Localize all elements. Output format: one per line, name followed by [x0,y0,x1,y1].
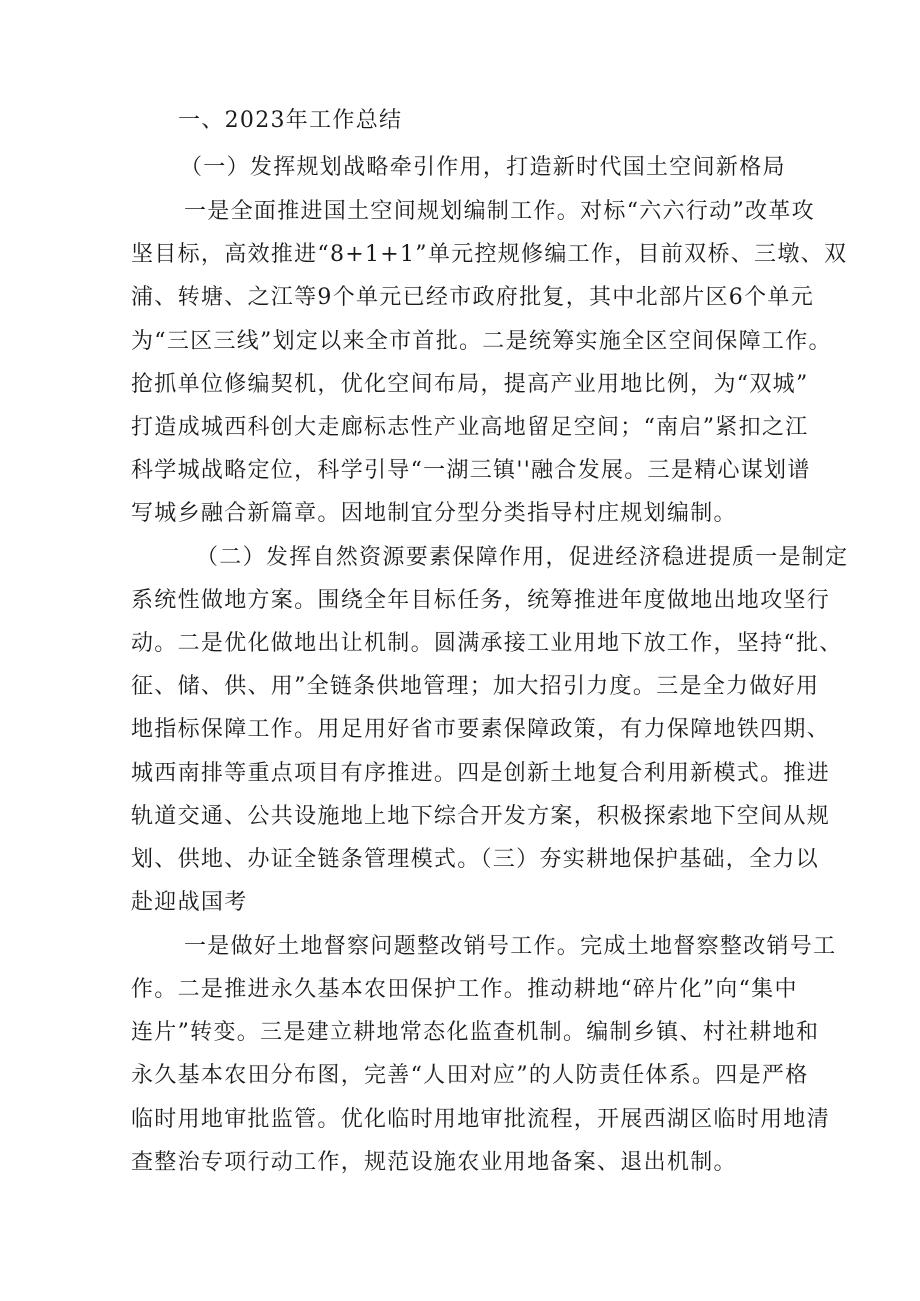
paragraph-line: 临时用地审批监管。优化临时用地审批流程，开展西湖区临时用地清 [131,1107,831,1132]
paragraph-line: 连片”转变。三是建立耕地常态化监查机制。编制乡镇、村社耕地和 [131,1020,820,1045]
paragraph-line: 轨道交通、公共设施地上地下综合开发方案，积极探索地下空间从规 [131,804,831,829]
paragraph-line: （二）发挥自然资源要素保障作用，促进经济稳进提质一是制定 [196,545,849,570]
document-heading: 一、2023年工作总结 [178,108,403,133]
paragraph-line: 城西南排等重点项目有序推进。四是创新土地复合利用新模式。推进 [131,761,831,786]
paragraph-line: 坚目标，高效推进“8+1+1”单元控规修编工作，目前双桥、三墩、双 [131,242,848,267]
paragraph-line: 地指标保障工作。用足用好省市要素保障政策，有力保障地铁四期、 [131,717,831,742]
section-1-title: （一）发挥规划战略牵引作用，打造新时代国土空间新格局 [180,155,786,180]
paragraph-line: 永久基本农田分布图，完善“人田对应”的人防责任体系。四是严格 [131,1063,809,1088]
paragraph-line: 为“三区三线”划定以来全市首批。二是统筹实施全区空间保障工作。 [131,329,832,354]
paragraph-line: 科学城战略定位，科学引导“一湖三镇''融合发展。三是精心谋划谱 [131,458,811,483]
paragraph-line: 打造成城西科创大走廊标志性产业高地留足空间；“南启”紧扣之江 [131,415,809,440]
paragraph-line: 写城乡融合新篇章。因地制宜分型分类指导村庄规划编制。 [131,501,737,526]
paragraph-line: 查整治专项行动工作，规范设施农业用地备案、退出机制。 [131,1150,737,1175]
paragraph-line: 浦、转塘、之江等9个单元已经市政府批复，其中北部片区6个单元 [131,285,814,310]
paragraph-line: 抢抓单位修编契机，优化空间布局，提高产业用地比例，为“双城” [131,372,809,397]
paragraph-line: 赴迎战国考 [131,890,248,915]
paragraph-line: 动。二是优化做地出让机制。圆满承接工业用地下放工作，坚持“批、 [131,631,843,656]
paragraph-line: 征、储、供、用”全链条供地管理；加大招引力度。三是全力做好用 [131,674,820,699]
paragraph-line: 作。二是推进永久基本农田保护工作。推动耕地“碎片化”向“集中 [131,977,798,1002]
paragraph-line: 划、供地、办证全链条管理模式。（三）夯实耕地保护基础，全力以 [131,847,820,872]
paragraph-line: 一是做好土地督察问题整改销号工作。完成土地督察整改销号工 [184,934,837,959]
paragraph-line: 系统性做地方案。围绕全年目标任务，统筹推进年度做地出地攻坚行 [131,588,831,613]
paragraph-line: 一是全面推进国土空间规划编制工作。对标“六六行动”改革攻 [184,199,815,224]
